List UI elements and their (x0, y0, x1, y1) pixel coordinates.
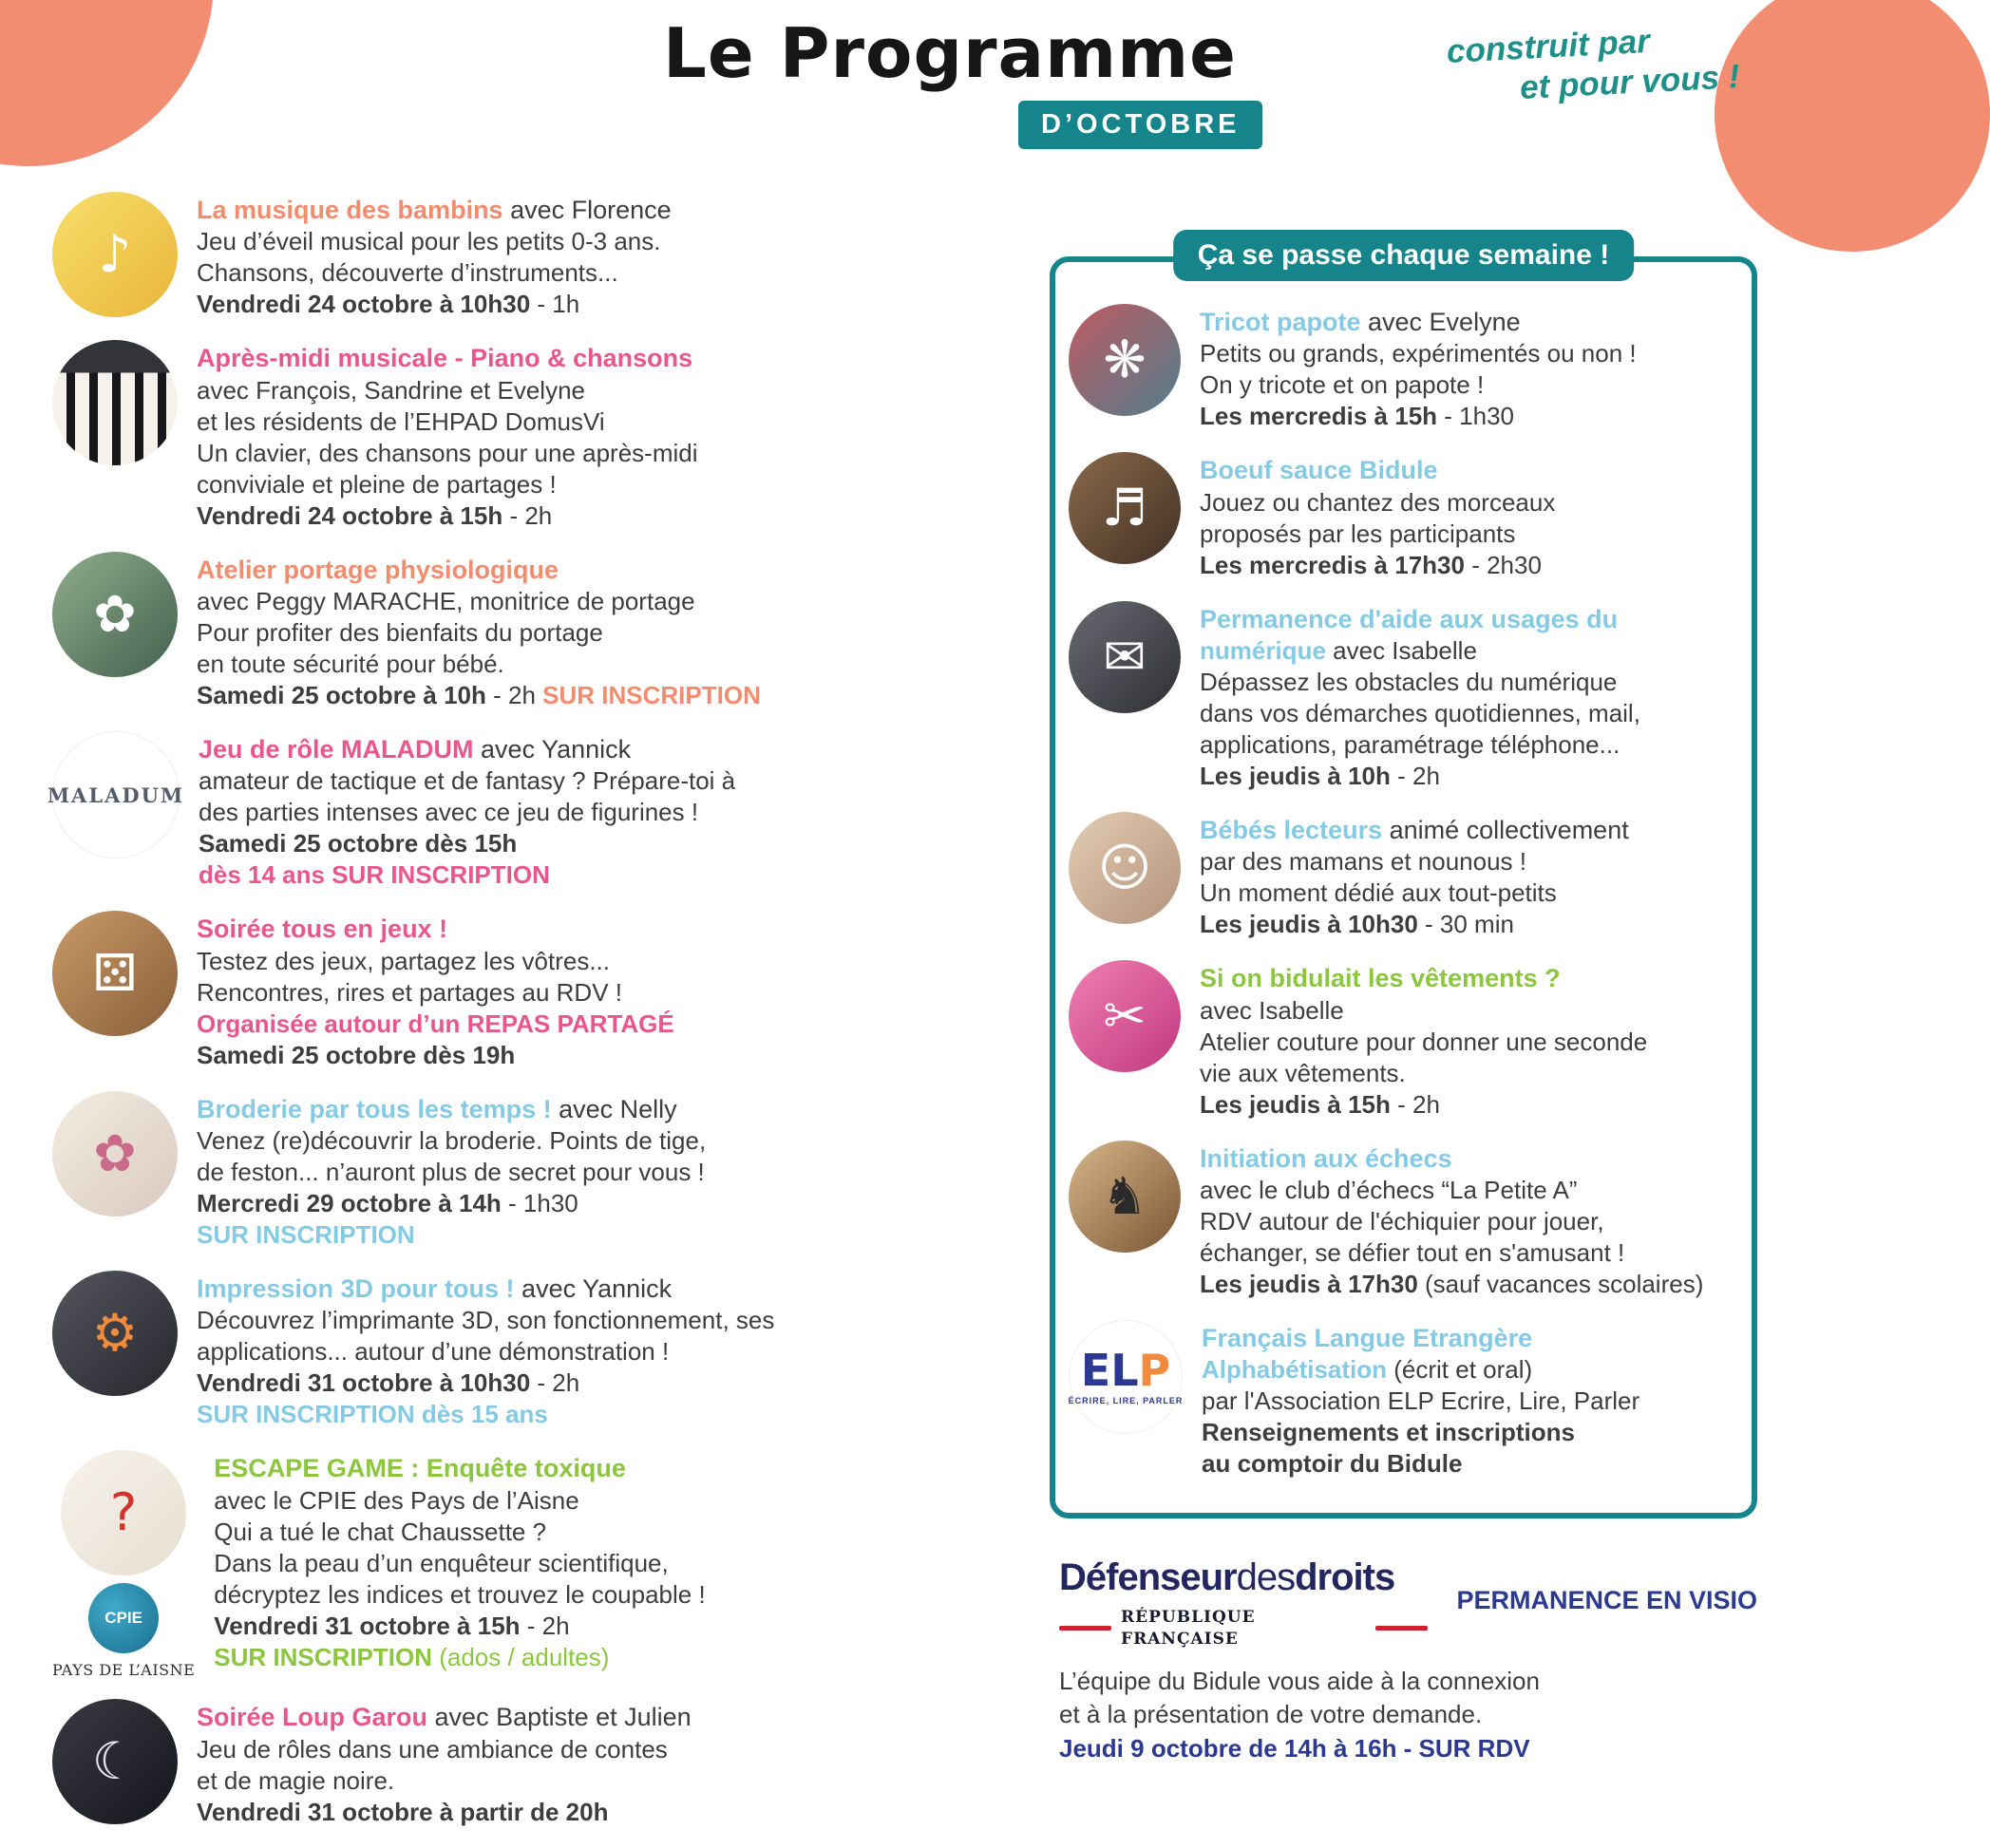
text-segment: avec Evelyne (1360, 308, 1521, 336)
photo-glyph: ✉ (1103, 626, 1147, 687)
piano-keys-photo (52, 340, 178, 465)
event-text (199, 731, 735, 891)
text-segment: La musique des bambins (197, 196, 503, 224)
red-dash-right (1375, 1626, 1428, 1631)
text-segment: Soirée Loup Garou (197, 1703, 428, 1732)
event-tricot-papote (1069, 304, 1736, 432)
event-text-line: Dans la peau d’un enquêteur scientifique, (214, 1548, 669, 1577)
text-segment: SUR INSCRIPTION dès 15 ans (197, 1400, 548, 1429)
event-photo-wrap (1069, 1320, 1183, 1434)
event-title (1202, 1322, 1639, 1354)
event-text-line (1200, 401, 1637, 432)
defenseur-des-droits-section (1050, 1553, 1757, 1764)
event-text-line: Pour profiter des bienfaits du portage (197, 617, 603, 647)
event-text-line: applications... autour d’une démonstration ! (197, 1337, 670, 1367)
event-photo-wrap (52, 1091, 178, 1216)
text-segment: Atelier portage physiologique (197, 555, 559, 584)
text-segment: P (1138, 1345, 1171, 1397)
event-broderie (52, 1091, 898, 1251)
republique-francaise-line (1059, 1607, 1428, 1650)
text-segment: Tricot papote (1200, 308, 1361, 336)
text-segment: - 30 min (1417, 910, 1514, 939)
event-photo-wrap (52, 1450, 195, 1679)
tagline (1446, 17, 1740, 112)
maladum-logo (47, 731, 185, 858)
event-text-line: avec François, Sandrine et Evelyne (197, 375, 585, 405)
event-text-line: vie aux vêtements. (1200, 1058, 1406, 1087)
event-text-line (197, 1399, 774, 1430)
event-text-line: On y tricote et on papote ! (1200, 370, 1485, 400)
text-segment: - 2h (530, 1368, 580, 1398)
weekly-badge: Ça se passe chaque semaine ! (1173, 230, 1635, 281)
text-segment: Permanence d'aide aux usages du (1200, 604, 1619, 633)
text-segment: avec Yannick (473, 735, 632, 764)
elp-logo (1069, 1320, 1183, 1434)
photo-glyph: ♬ (1101, 478, 1148, 538)
event-text-line: RDV autour de l'échiquier pour jouer, (1200, 1206, 1604, 1235)
event-text-line: conviviale et pleine de partages ! (197, 469, 557, 499)
event-bebes-lecteurs (1069, 812, 1736, 940)
event-text-line (197, 1367, 774, 1399)
text-segment: Après-midi musicale - Piano & chansons (197, 344, 693, 373)
event-text-line: Jeu de rôles dans une ambiance de contes (197, 1734, 668, 1763)
weekly-events-list (1069, 304, 1736, 1480)
text-segment: Soirée tous en jeux ! (197, 915, 448, 944)
photo-glyph: ☾ (91, 1731, 139, 1792)
event-text-line: avec Peggy MARACHE, monitrice de portage (197, 586, 695, 615)
text-segment: Vendredi 31 octobre à 10h30 (197, 1368, 531, 1398)
logo-word-des: des (1236, 1556, 1296, 1599)
music-toys-photo (52, 192, 178, 317)
text-segment: (sauf vacances scolaires) (1417, 1270, 1704, 1299)
logo-wordmark (1059, 1553, 1428, 1603)
photo-glyph: ♞ (1101, 1165, 1148, 1226)
event-text-line: de feston... n’auront plus de secret pour vous ! (197, 1158, 705, 1187)
event-text (1200, 812, 1629, 940)
photo-glyph: ♪ (98, 224, 132, 284)
text-segment: Les mercredis à 17h30 (1200, 550, 1465, 579)
event-text (197, 911, 674, 1070)
event-photo-wrap (1069, 452, 1181, 564)
event-soiree-tous-en-jeux (52, 911, 898, 1070)
event-escape-game (52, 1450, 898, 1679)
event-text-line: avec Isabelle (1200, 995, 1344, 1025)
baby-reading-photo (1069, 812, 1181, 924)
event-photo-wrap (47, 731, 185, 858)
logo-text (47, 785, 184, 805)
babywearing-photo (52, 552, 178, 677)
event-title (197, 342, 698, 374)
event-title (197, 1093, 706, 1125)
event-text-line (197, 1009, 674, 1040)
tagline-line2: et pour vous ! (1518, 57, 1740, 107)
event-title (1200, 454, 1555, 486)
text-segment: (ados / adultes) (431, 1642, 610, 1671)
event-title (1200, 962, 1647, 994)
text-segment: numérique (1200, 635, 1326, 665)
event-text-line: Atelier couture pour donner une seconde (1200, 1027, 1648, 1056)
printer-3d-photo (52, 1271, 178, 1396)
text-segment: dès 14 ans SUR INSCRIPTION (199, 860, 550, 890)
text-segment: avec Baptiste et Julien (427, 1703, 692, 1732)
event-photo-wrap (1069, 812, 1181, 924)
text-segment: - 2h (1390, 1089, 1440, 1119)
event-text-line: Chansons, découverte d’instruments... (197, 258, 618, 288)
text-segment: - 2h30 (1464, 550, 1542, 579)
text-segment: Samedi 25 octobre dès 19h (197, 1040, 516, 1069)
text-segment: Les jeudis à 15h (1200, 1089, 1391, 1119)
event-text-line (197, 1040, 674, 1071)
embroidery-photo (52, 1091, 178, 1216)
event-text-line (1202, 1448, 1639, 1480)
text-segment: - 2h (502, 500, 553, 530)
event-text-line: décryptez les indices et trouvez le coupable ! (214, 1579, 706, 1609)
event-impression-3d (52, 1271, 898, 1430)
text-segment: Français Langue Etrangère (1202, 1324, 1533, 1353)
text-segment: SUR INSCRIPTION (542, 681, 761, 710)
event-photo-wrap (52, 911, 178, 1036)
event-text-line: Un clavier, des chansons pour une après-midi (197, 438, 698, 467)
event-text (1200, 304, 1637, 432)
event-text-line (197, 1219, 706, 1251)
text-segment: - 2h (485, 681, 543, 710)
republique-francaise-label: RÉPUBLIQUE FRANÇAISE (1121, 1608, 1256, 1649)
event-text-line (1200, 1089, 1647, 1121)
event-photo-wrap (52, 1699, 178, 1824)
event-apres-midi-musicale (52, 340, 898, 531)
event-text-line (1200, 550, 1555, 581)
text-segment: Alphabétisation (1202, 1355, 1388, 1385)
event-text (1202, 1320, 1639, 1480)
event-atelier-portage (52, 552, 898, 711)
event-text-line: Petits ou grands, expérimentés ou non ! (1200, 339, 1637, 368)
photo-glyph: ⚙ (91, 1303, 139, 1364)
text-segment: Broderie par tous les temps ! (197, 1094, 552, 1123)
event-text-line: et de magie noire. (197, 1765, 395, 1795)
event-text-line: Qui a tué le chat Chaussette ? (214, 1517, 547, 1546)
event-photo-wrap (1069, 304, 1181, 416)
event-text (1200, 960, 1647, 1120)
weekly-column (1050, 226, 1757, 1765)
event-text-line: par l'Association ELP Ecrire, Lire, Parler (1202, 1386, 1640, 1416)
text-segment: Vendredi 24 octobre à 15h (197, 500, 503, 530)
photo-glyph: ✿ (93, 1122, 137, 1183)
event-title (197, 554, 761, 586)
text-segment: MALADUM (47, 783, 185, 807)
permanence-visio-label: PERMANENCE EN VISIO (1456, 1586, 1757, 1615)
sewing-photo (1069, 960, 1181, 1072)
logo-caption: ÉCRIRE, LIRE, PARLER (1068, 1396, 1184, 1406)
event-text-line: amateur de tactique et de fantasy ? Prépare-toi à (199, 766, 736, 796)
event-text-line: Rencontres, rires et partages au RDV ! (197, 977, 622, 1007)
event-text (214, 1450, 705, 1672)
text-segment: Samedi 25 octobre à 10h (197, 681, 486, 710)
text-segment: Organisée autour d’un REPAS PARTAGÉ (197, 1009, 674, 1038)
text-segment: SUR INSCRIPTION (197, 1220, 415, 1250)
cpie-logo: CPIE (88, 1583, 159, 1653)
event-photo-wrap (1069, 601, 1181, 713)
month-badge: D’OCTOBRE (1018, 101, 1262, 149)
event-text-line: dans vos démarches quotidiennes, mail, (1200, 698, 1640, 727)
october-events-list (47, 192, 898, 1848)
event-text (197, 1091, 706, 1251)
event-text-line (197, 289, 672, 320)
event-musique-des-bambins (52, 192, 898, 320)
event-francais-langue-etrangere (1069, 1320, 1736, 1480)
text-segment: - 2h (520, 1611, 570, 1640)
event-title (1200, 814, 1629, 846)
knitting-photo (1069, 304, 1181, 416)
event-title (197, 913, 674, 945)
event-jeu-de-role-maladum (47, 731, 898, 891)
footer-line: L’équipe du Bidule vous aide à la connexion (1059, 1667, 1540, 1696)
photo-glyph: ☺ (1097, 838, 1152, 898)
text-segment: Renseignements et inscriptions (1202, 1418, 1575, 1447)
escape-game-photo (61, 1450, 186, 1575)
event-photo-wrap (52, 552, 178, 677)
event-photo-wrap (52, 192, 178, 317)
event-title (199, 733, 735, 765)
page-title: Le Programme (662, 13, 1238, 93)
laptop-photo (1069, 601, 1181, 713)
logo-word-droits: droits (1295, 1556, 1395, 1599)
event-text (197, 1699, 692, 1827)
red-dash-left (1059, 1626, 1111, 1631)
event-text-line: Jeu d’éveil musical pour les petits 0-3 ans. (197, 227, 661, 256)
event-text-line (199, 859, 735, 891)
event-text (197, 552, 761, 711)
chess-photo (1069, 1141, 1181, 1253)
text-segment: Vendredi 31 octobre à partir de 20h (197, 1797, 609, 1826)
event-text-line (1200, 1269, 1703, 1300)
event-text (1200, 601, 1640, 792)
text-segment: au comptoir du Bidule (1202, 1449, 1463, 1479)
cpie-caption: PAYS DE L’AISNE (52, 1661, 196, 1680)
text-segment: Boeuf sauce Bidule (1200, 456, 1438, 485)
tagline-line1: construit par (1445, 22, 1651, 71)
event-photo-wrap (52, 1271, 178, 1396)
event-text-line: échanger, se défier tout en s'amusant ! (1200, 1238, 1625, 1267)
text-segment: avec Nelly (551, 1094, 677, 1123)
defenseur-header-row (1059, 1553, 1757, 1650)
text-segment: Si on bidulait les vêtements ? (1200, 964, 1561, 993)
event-text (197, 1271, 774, 1430)
event-text-line: Venez (re)découvrir la broderie. Points de tige, (197, 1126, 707, 1155)
event-text-line: avec le CPIE des Pays de l’Aisne (214, 1485, 579, 1515)
text-segment: EL (1080, 1345, 1139, 1397)
photo-glyph: ? (109, 1482, 138, 1543)
text-segment: Les mercredis à 15h (1200, 402, 1438, 431)
event-title (197, 1701, 692, 1733)
event-text-line (214, 1611, 705, 1642)
event-text-line (1202, 1354, 1639, 1386)
event-text-line (1200, 635, 1640, 667)
event-text-line: et les résidents de l’EHPAD DomusVi (197, 406, 605, 436)
event-text-line (197, 1797, 692, 1828)
event-text (197, 192, 672, 320)
weekly-box (1050, 239, 1757, 1518)
event-text-line: Découvrez l’imprimante 3D, son fonctionnement, ses (197, 1306, 775, 1335)
photo-glyph: ✂ (1103, 986, 1147, 1047)
footer-date-line: Jeudi 9 octobre de 14h à 16h - SUR RDV (1059, 1733, 1530, 1763)
event-photo-wrap (1069, 960, 1181, 1072)
event-title (1200, 603, 1640, 635)
text-segment: Vendredi 31 octobre à 15h (214, 1611, 521, 1640)
event-text-line (1200, 761, 1640, 792)
logo-word-defenseur: Défenseur (1059, 1556, 1237, 1599)
photo-glyph: ⚄ (92, 943, 138, 1004)
text-segment: Les jeudis à 10h (1200, 762, 1391, 790)
text-segment: animé collectivement (1382, 816, 1629, 845)
event-title (197, 1273, 774, 1305)
board-game-photo (52, 911, 178, 1036)
event-title (197, 194, 672, 226)
event-text-line: par des mamans et nounous ! (1200, 847, 1526, 877)
event-text-line (199, 828, 735, 859)
text-segment: - 1h30 (501, 1189, 578, 1218)
event-soiree-loup-garou (52, 1699, 898, 1827)
text-segment: avec Isabelle (1325, 635, 1477, 665)
event-photo-wrap (52, 340, 178, 465)
text-segment: - 1h30 (1437, 402, 1514, 431)
event-text-line (197, 500, 698, 532)
event-text-line: Un moment dédié aux tout-petits (1200, 878, 1557, 908)
logo-text (1080, 1345, 1171, 1397)
event-title (1200, 1142, 1703, 1175)
event-photo-wrap (1069, 1141, 1181, 1253)
event-text-line: applications, paramétrage téléphone... (1200, 729, 1620, 759)
event-text (1200, 452, 1555, 580)
defenseur-des-droits-logo (1059, 1553, 1428, 1650)
event-text-line (214, 1642, 705, 1673)
event-aide-numerique (1069, 601, 1736, 792)
event-text-line (197, 680, 761, 711)
text-segment: Bébés lecteurs (1200, 816, 1383, 845)
text-segment: ESCAPE GAME : Enquête toxique (214, 1454, 626, 1483)
text-segment: Vendredi 24 octobre à 10h30 (197, 290, 531, 319)
event-text-line: Testez des jeux, partagez les vôtres... (197, 946, 610, 975)
event-text-line: avec le club d’échecs “La Petite A” (1200, 1175, 1578, 1204)
text-segment: Les jeudis à 17h30 (1200, 1270, 1418, 1299)
text-segment: avec Florence (502, 196, 672, 224)
text-segment: SUR INSCRIPTION (214, 1642, 432, 1671)
guitars-photo (1069, 452, 1181, 564)
text-segment: - 2h (1390, 762, 1440, 790)
event-text (1200, 1141, 1703, 1300)
photo-glyph: ❋ (1103, 330, 1147, 389)
text-segment: Impression 3D pour tous ! (197, 1274, 515, 1304)
event-title (1200, 306, 1637, 338)
text-segment: Samedi 25 octobre dès 15h (199, 829, 518, 858)
event-title (214, 1452, 705, 1484)
text-segment: - 1h (530, 290, 580, 319)
event-text-line: Dépassez les obstacles du numérique (1200, 667, 1618, 696)
event-initiation-echecs (1069, 1141, 1736, 1300)
event-text (197, 340, 698, 531)
event-text-line: proposés par les participants (1200, 519, 1516, 548)
text-segment: (écrit et oral) (1387, 1355, 1533, 1385)
event-text-line: Jouez ou chantez des morceaux (1200, 487, 1556, 517)
event-text-line (197, 1188, 706, 1219)
footer-line: et à la présentation de votre demande. (1059, 1700, 1483, 1729)
event-text-line: des parties intenses avec ce jeu de figurines ! (199, 798, 699, 827)
event-text-line (1202, 1417, 1639, 1448)
werewolf-photo (52, 1699, 178, 1824)
text-segment: Jeu de rôle MALADUM (199, 735, 474, 764)
event-text-line: en toute sécurité pour bébé. (197, 650, 504, 678)
text-segment: Mercredi 29 octobre à 14h (197, 1189, 502, 1218)
text-segment: Les jeudis à 10h30 (1200, 910, 1418, 939)
photo-glyph: ✿ (93, 583, 137, 644)
text-segment: avec Yannick (514, 1274, 673, 1304)
event-si-on-bidulait-les-vetements (1069, 960, 1736, 1120)
event-boeuf-sauce-bidule (1069, 452, 1736, 580)
text-segment: Initiation aux échecs (1200, 1143, 1452, 1173)
event-text-line (1200, 909, 1629, 940)
